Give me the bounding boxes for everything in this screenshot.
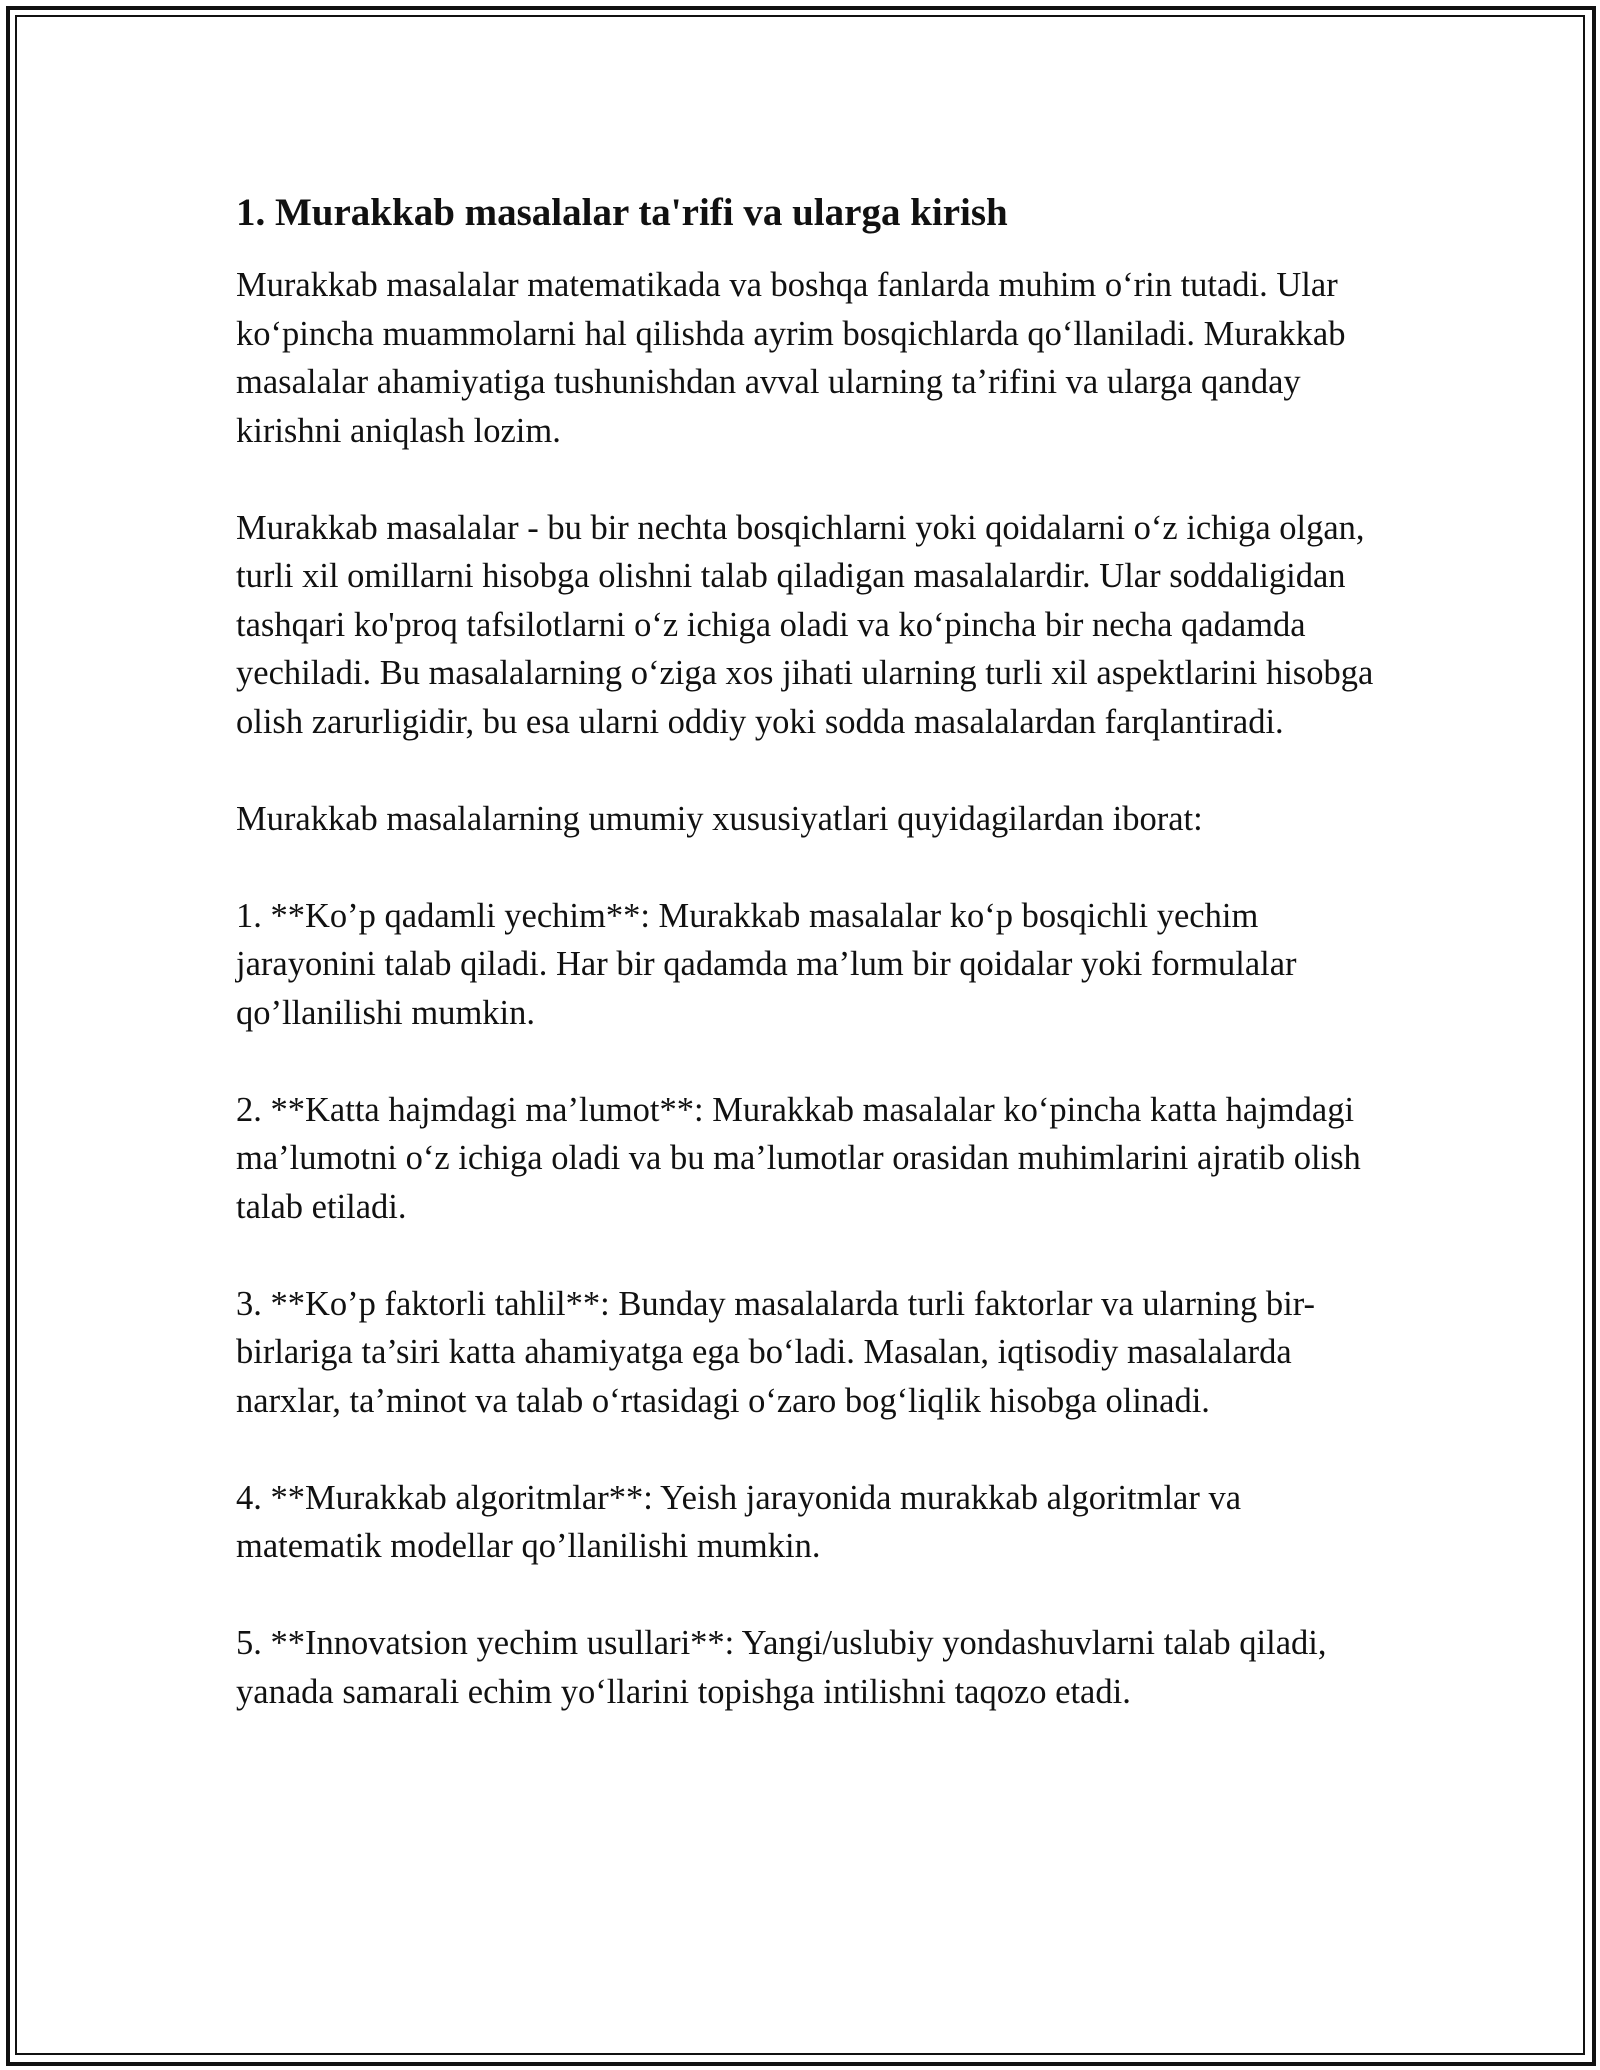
list-item-large-data: 2. **Katta hajmdagi ma’lumot**: Murakkab masalalar koʻpincha katta hajmdagi ma’lumotni oʻz ichiga oladi va bu ma’lumotlar orasidan muhimlarini ajratib olish talab etiladi. <box>236 1090 1361 1226</box>
list-item-multi-factor: 3. **Ko’p faktorli tahlil**: Bunday masalalarda turli faktorlar va ularning bir-birlariga ta’siri katta ahamiyatga ega boʻladi. Masalan, iqtisodiy masalalarda narxlar, ta’minot va talab oʻrtasidagi oʻzaro bogʻliqlik hisobga olinadi. <box>236 1284 1316 1420</box>
document-body <box>236 187 1386 1716</box>
list-item-innovative-methods: 5. **Innovatsion yechim usullari**: Yangi/uslubiy yondashuvlarni talab qiladi, yanada samarali echim yoʻllarini topishga intilishni taqozo etadi. <box>236 1624 1327 1711</box>
paragraph-definition: Murakkab masalalar - bu bir nechta bosqichlarni yoki qoidalarni oʻz ichiga olgan, turli xil omillarni hisobga olishni talab qiladigan masalalardir. Ular soddaligidan tashqari ko'proq tafsilotlarni oʻz ichiga oladi va koʻpincha bir necha qadamda yechiladi. Bu masalalarning oʻziga xos jihati ularning turli xil aspektlarini hisobga olish zarurligidir, bu esa ularni oddiy yoki sodda masalalardan farqlantiradi. <box>236 508 1374 741</box>
section-title: 1. Murakkab masalalar ta'rifi va ularga kirish <box>236 191 1008 234</box>
list-item-multi-step: 1. **Ko’p qadamli yechim**: Murakkab masalalar koʻp bosqichli yechim jarayonini talab qiladi. Har bir qadamda ma’lum bir qoidalar yoki formulalar qo’llanilishi mumkin. <box>236 896 1297 1032</box>
paragraph-intro: Murakkab masalalar matematikada va boshqa fanlarda muhim oʻrin tutadi. Ular koʻpincha muammolarni hal qilishda ayrim bosqichlarda qoʻllaniladi. Murakkab masalalar ahamiyatiga tushunishdan avval ularning taʼrifini va ularga qanday kirishni aniqlash lozim. <box>236 266 1346 450</box>
list-item-algorithms: 4. **Murakkab algoritmlar**: Yeish jarayonida murakkab algoritmlar va matematik modellar qo’llanilishi mumkin. <box>236 1478 1242 1565</box>
paragraph-features-intro: Murakkab masalalarning umumiy xususiyatlari quyidagilardan iborat: <box>236 799 1203 838</box>
